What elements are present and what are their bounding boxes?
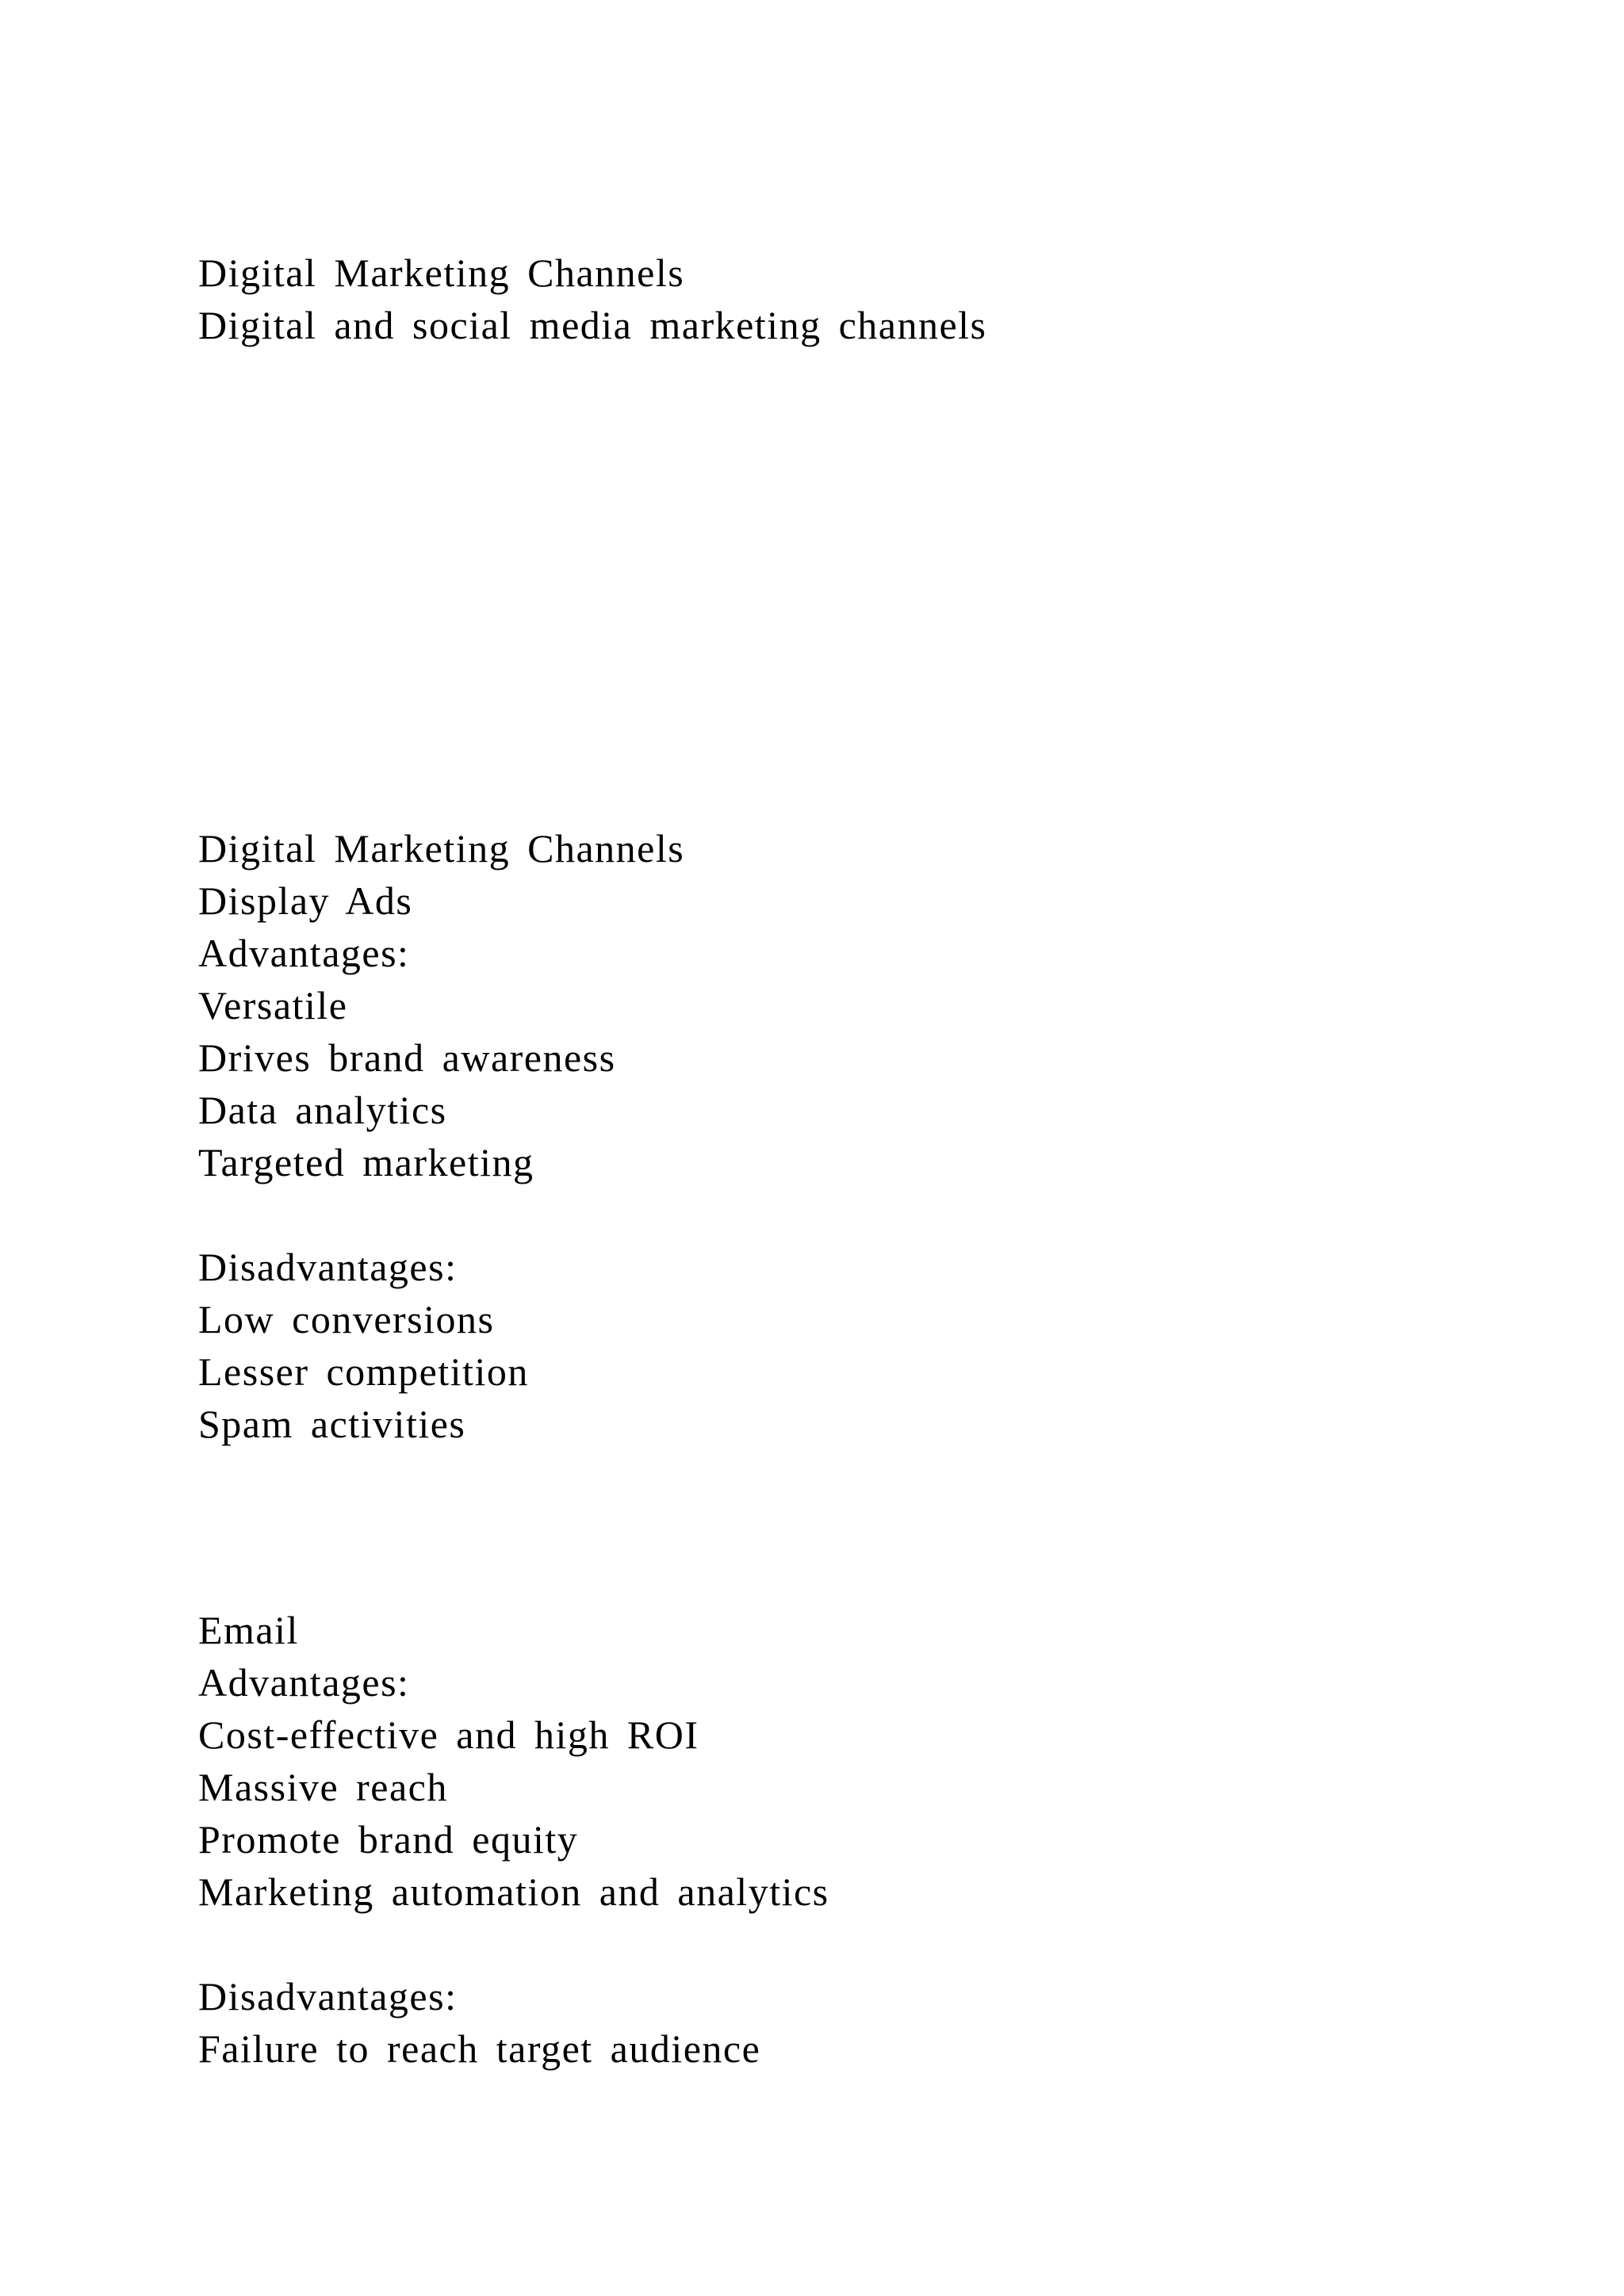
list-item: Data analytics [198,1088,447,1132]
advantages-label: Advantages: [198,1660,410,1705]
list-item: Massive reach [198,1765,448,1809]
list-item: Versatile [198,983,348,1027]
disadvantages-label: Disadvantages: [198,1974,458,2019]
disadvantages-label: Disadvantages: [198,1245,458,1289]
list-item: Drives brand awareness [198,1035,616,1080]
channel-heading-display-ads: Display Ads [198,878,413,923]
section-title: Digital Marketing Channels [198,826,685,871]
list-item: Spam activities [198,1402,466,1446]
list-item: Targeted marketing [198,1140,534,1184]
section-title: Digital Marketing Channels [198,251,685,295]
list-item: Marketing automation and analytics [198,1869,829,1914]
channel-heading-email: Email [198,1608,299,1652]
list-item: Cost-effective and high ROI [198,1712,699,1757]
section-subtitle: Digital and social media marketing channels [198,303,987,347]
list-item: Failure to reach target audience [198,2026,761,2071]
list-item: Promote brand equity [198,1817,579,1862]
list-item: Lesser competition [198,1349,529,1394]
advantages-label: Advantages: [198,931,410,975]
list-item: Low conversions [198,1297,495,1341]
